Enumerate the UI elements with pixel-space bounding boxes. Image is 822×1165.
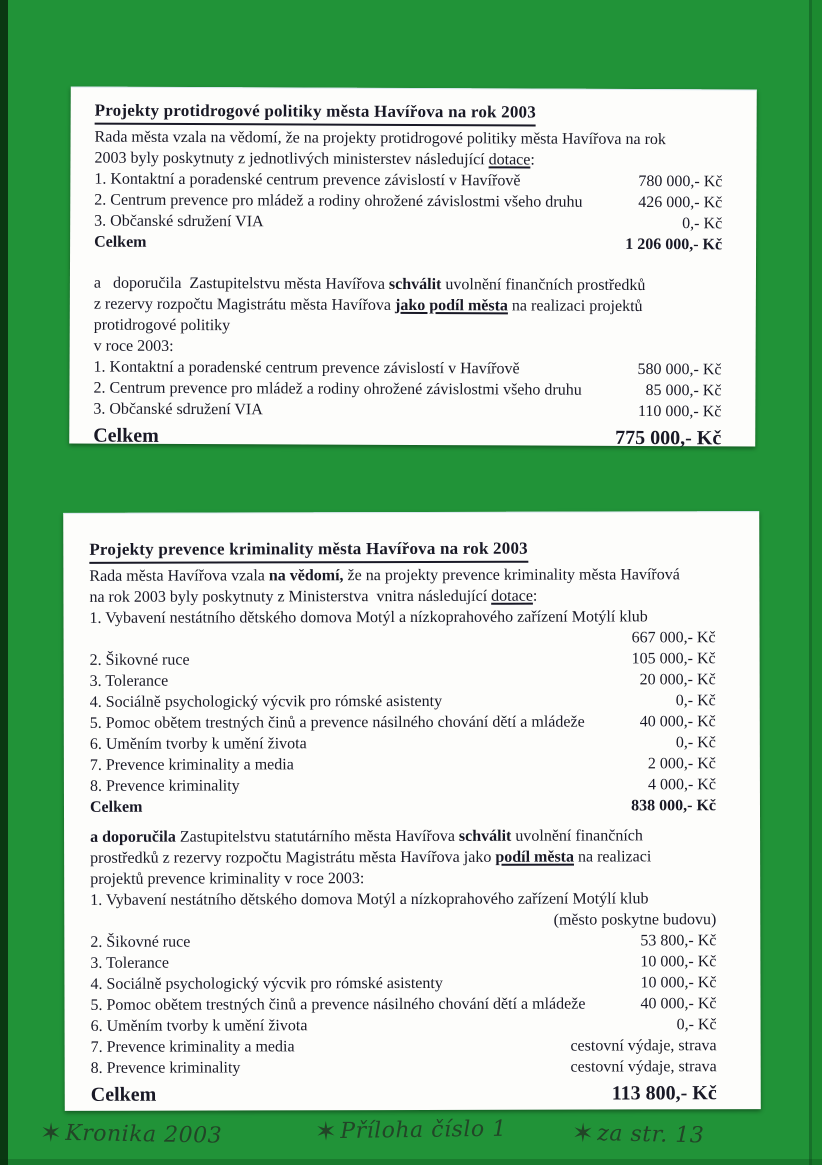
grant-amount: 110 000,- Kč <box>637 402 722 421</box>
doc2-grant-row-2 <box>90 648 716 671</box>
doc1-share-row-3 <box>93 399 721 423</box>
doc2-share-row-7 <box>91 1035 717 1058</box>
doc1-para2-line2a: z rezervy rozpočtu Magistrátu města Havířova <box>93 295 396 314</box>
doc1-share-row-2 <box>93 378 721 402</box>
doc2-intro-line2: na rok 2003 byly poskytnuty z Ministerstva vnitra následující <box>89 587 492 606</box>
doc2-grant-row-4 <box>90 690 716 713</box>
grant-amount: cestovní výdaje, strava <box>570 1058 717 1076</box>
grant-amount: 53 800,- Kč <box>640 932 717 950</box>
scan-edge-right-line <box>809 0 812 1165</box>
star-mark-icon: ✶ <box>571 1118 595 1150</box>
grant-amount: 40 000,- Kč <box>639 713 716 731</box>
grant-label: 5. Pomoc obětem trestných činů a prevence násilného chování dětí a mládeže <box>89 713 585 732</box>
doc2-intro-colon: : <box>532 587 538 605</box>
grant-amount: 85 000,- Kč <box>645 382 722 400</box>
grant-label: 3. Občanské sdružení VIA <box>94 212 264 231</box>
doc2-recommendation-paragraph <box>90 825 716 890</box>
handwritten-note-kronika <box>40 1118 223 1151</box>
grant-label: 2. Šikovné ruce <box>89 651 190 669</box>
handwritten-text: Kronika 2003 <box>65 1120 223 1149</box>
handwritten-note-priloha <box>315 1115 507 1148</box>
grant-label: 4. Sociálně psychologický výcvik pro rómské asistenty <box>90 974 443 993</box>
handwritten-text: za str. 13 <box>597 1121 705 1149</box>
grant-label: 1. Vybavení nestátního dětského domova Motýl a nízkoprahového zařízení Motýlí klub <box>90 890 649 909</box>
doc2-share-row-2 <box>90 930 716 953</box>
doc2-grant-row-3 <box>90 669 716 692</box>
doc1-intro-colon: : <box>530 151 535 169</box>
grant-amount: (město poskytne budovu) <box>553 911 717 929</box>
doc2-share-row-4 <box>90 972 716 995</box>
total-amount: 1 206 000,- Kč <box>625 235 723 254</box>
grant-amount: 105 000,- Kč <box>631 650 716 668</box>
total-label: Celkem <box>89 798 143 816</box>
doc2-grant-row-1 <box>89 606 715 650</box>
grant-label: 2. Šikovné ruce <box>90 933 191 951</box>
grant-label: 2. Centrum prevence pro mládež a rodiny ohrožené závislostmi všeho druhu <box>93 379 582 399</box>
grant-label: 6. Uměním tvorby k umění života <box>89 735 307 753</box>
handwritten-annotations <box>0 1116 822 1161</box>
grant-amount: 780 000,- Kč <box>638 172 723 191</box>
handwritten-text: Příloha číslo 1 <box>340 1116 507 1144</box>
doc2-para2-line1a: Zastupitelstvu statutárního města Havířova <box>175 827 459 846</box>
doc2-intro-line1b: že na projekty prevence kriminality města Havířová <box>343 566 680 585</box>
doc1-title-line <box>95 100 723 130</box>
handwritten-note-page <box>572 1119 705 1152</box>
doc2-para2-a-doporucila: a doporučila <box>90 828 176 846</box>
grand-total-amount: 113 800,- Kč <box>611 1082 717 1105</box>
doc1-intro-line1: Rada města vzala na vědomí, že na projekty protidrogové politiky města Havířova na rok <box>94 128 666 149</box>
doc2-para2-line1b: uvolnění finančních <box>511 827 643 845</box>
doc2-total-row <box>90 795 716 818</box>
scan-edge-left <box>0 0 8 1165</box>
grant-label: 8. Prevence kriminality <box>89 777 240 795</box>
doc1-para2-podil-mesta: jako podíl města <box>395 296 508 315</box>
grant-label: 1. Kontaktní a poradenské centrum prevence závislostí v Havířově <box>93 358 520 378</box>
grand-total-label: Celkem <box>93 424 159 447</box>
grant-amount: 20 000,- Kč <box>639 671 716 689</box>
grant-amount: 2 000,- Kč <box>647 755 716 773</box>
doc2-share-row-3 <box>90 951 716 974</box>
doc1-para2-schvalit: schválit <box>388 275 442 294</box>
grant-label: 6. Uměním tvorby k umění života <box>90 1017 308 1035</box>
grant-label: 5. Pomoc obětem trestných činů a prevence násilného chování dětí a mládeže <box>90 995 586 1014</box>
grant-label: 3. Tolerance <box>89 672 169 690</box>
grant-label: 3. Tolerance <box>90 954 169 972</box>
doc1-recommendation-paragraph <box>94 273 722 360</box>
doc1-para2-line2b: na realizaci projektů <box>507 297 643 316</box>
doc2-intro-na-vedomi: na vědomí, <box>268 567 344 585</box>
doc2-para2-podil-mesta: podíl města <box>495 848 575 866</box>
doc2-intro-line1a: Rada města Havířova vzala <box>89 567 269 585</box>
doc2-para2-line2b: na realizaci <box>573 848 652 866</box>
grant-amount: 667 000,- Kč <box>631 629 716 647</box>
doc2-grand-total-row <box>91 1080 717 1108</box>
document-drug-policy-2003 <box>69 87 757 450</box>
doc1-intro-dotace: dotace <box>488 151 531 169</box>
grant-amount: 10 000,- Kč <box>640 974 717 992</box>
grand-total-amount: 775 000,- Kč <box>615 426 722 450</box>
doc1-para2-line3: protidrogové politiky <box>93 316 231 335</box>
doc1-total-row <box>94 232 722 256</box>
doc1-intro-line2: 2003 byly poskytnuty z jednotlivých ministerstev následující <box>94 149 489 169</box>
doc1-title: Projekty protidrogové politiky města Havířova na rok 2003 <box>95 100 536 127</box>
doc2-intro-dotace: dotace <box>491 587 533 605</box>
grant-amount: 0,- Kč <box>675 692 716 710</box>
star-mark-icon: ✶ <box>314 1117 338 1148</box>
star-mark-icon: ✶ <box>39 1118 63 1149</box>
grant-amount: 10 000,- Kč <box>640 953 717 971</box>
doc2-title: Projekty prevence kriminality města Havířova na rok 2003 <box>89 538 528 564</box>
doc2-para2-schvalit: schválit <box>458 827 512 845</box>
doc2-para2-line3: projektů prevence kriminality v roce 2003: <box>90 870 365 888</box>
doc1-intro-paragraph <box>94 127 722 172</box>
grant-label: 4. Sociálně psychologický výcvik pro rómské asistenty <box>89 692 443 711</box>
grant-amount: cestovní výdaje, strava <box>570 1037 717 1055</box>
scan-edge-right-band <box>812 0 822 1165</box>
grant-amount: 0,- Kč <box>676 1016 717 1034</box>
doc1-grant-row-2 <box>94 190 722 214</box>
doc2-para2-line2a: prostředků z rezervy rozpočtu Magistrátu města Havířova jako <box>90 848 496 867</box>
grant-amount: 580 000,- Kč <box>637 360 722 379</box>
doc2-share-row-1 <box>90 888 716 932</box>
doc2-intro-paragraph <box>89 564 715 608</box>
doc2-title-line <box>89 537 715 566</box>
doc2-grant-row-5 <box>90 711 716 734</box>
doc1-grant-row-1 <box>94 169 722 193</box>
grant-label: 1. Vybavení nestátního dětského domova Motýl a nízkoprahového zařízení Motýlí klub <box>89 608 648 627</box>
grant-amount: 0,- Kč <box>675 734 716 752</box>
total-label: Celkem <box>94 233 147 251</box>
grant-label: 1. Kontaktní a poradenské centrum prevence závislostí v Havířově <box>94 170 521 190</box>
doc2-share-row-8 <box>91 1056 717 1079</box>
doc2-grant-row-6 <box>90 732 716 755</box>
grant-label: 2. Centrum prevence pro mládež a rodiny ohrožené závislostmi všeho druhu <box>94 191 583 211</box>
doc2-share-row-6 <box>91 1014 717 1037</box>
doc2-share-row-5 <box>90 993 716 1016</box>
doc1-grant-row-3 <box>94 211 722 235</box>
grant-label: 7. Prevence kriminality a media <box>89 756 294 774</box>
doc1-para2-line1b: uvolnění finančních prostředků <box>441 276 646 295</box>
doc1-para2-line4: v roce 2003: <box>93 337 174 355</box>
doc1-share-row-1 <box>94 357 722 381</box>
grant-amount: 40 000,- Kč <box>640 995 717 1013</box>
doc2-grant-row-7 <box>90 753 716 776</box>
grant-label: 3. Občanské sdružení VIA <box>93 400 263 419</box>
grant-amount: 0,- Kč <box>682 215 723 233</box>
doc1-grand-total-row <box>93 423 721 452</box>
grant-label: 7. Prevence kriminality a media <box>90 1038 295 1056</box>
grant-amount: 4 000,- Kč <box>647 776 716 794</box>
total-amount: 838 000,- Kč <box>631 797 717 815</box>
doc2-grant-row-8 <box>90 774 716 797</box>
document-crime-prevention-2003 <box>63 511 761 1111</box>
grant-label: 8. Prevence kriminality <box>90 1059 241 1077</box>
grand-total-label: Celkem <box>90 1083 157 1106</box>
grant-amount: 426 000,- Kč <box>638 193 723 212</box>
doc1-para2-line1a: a doporučila Zastupitelstvu města Havířova <box>93 274 389 293</box>
